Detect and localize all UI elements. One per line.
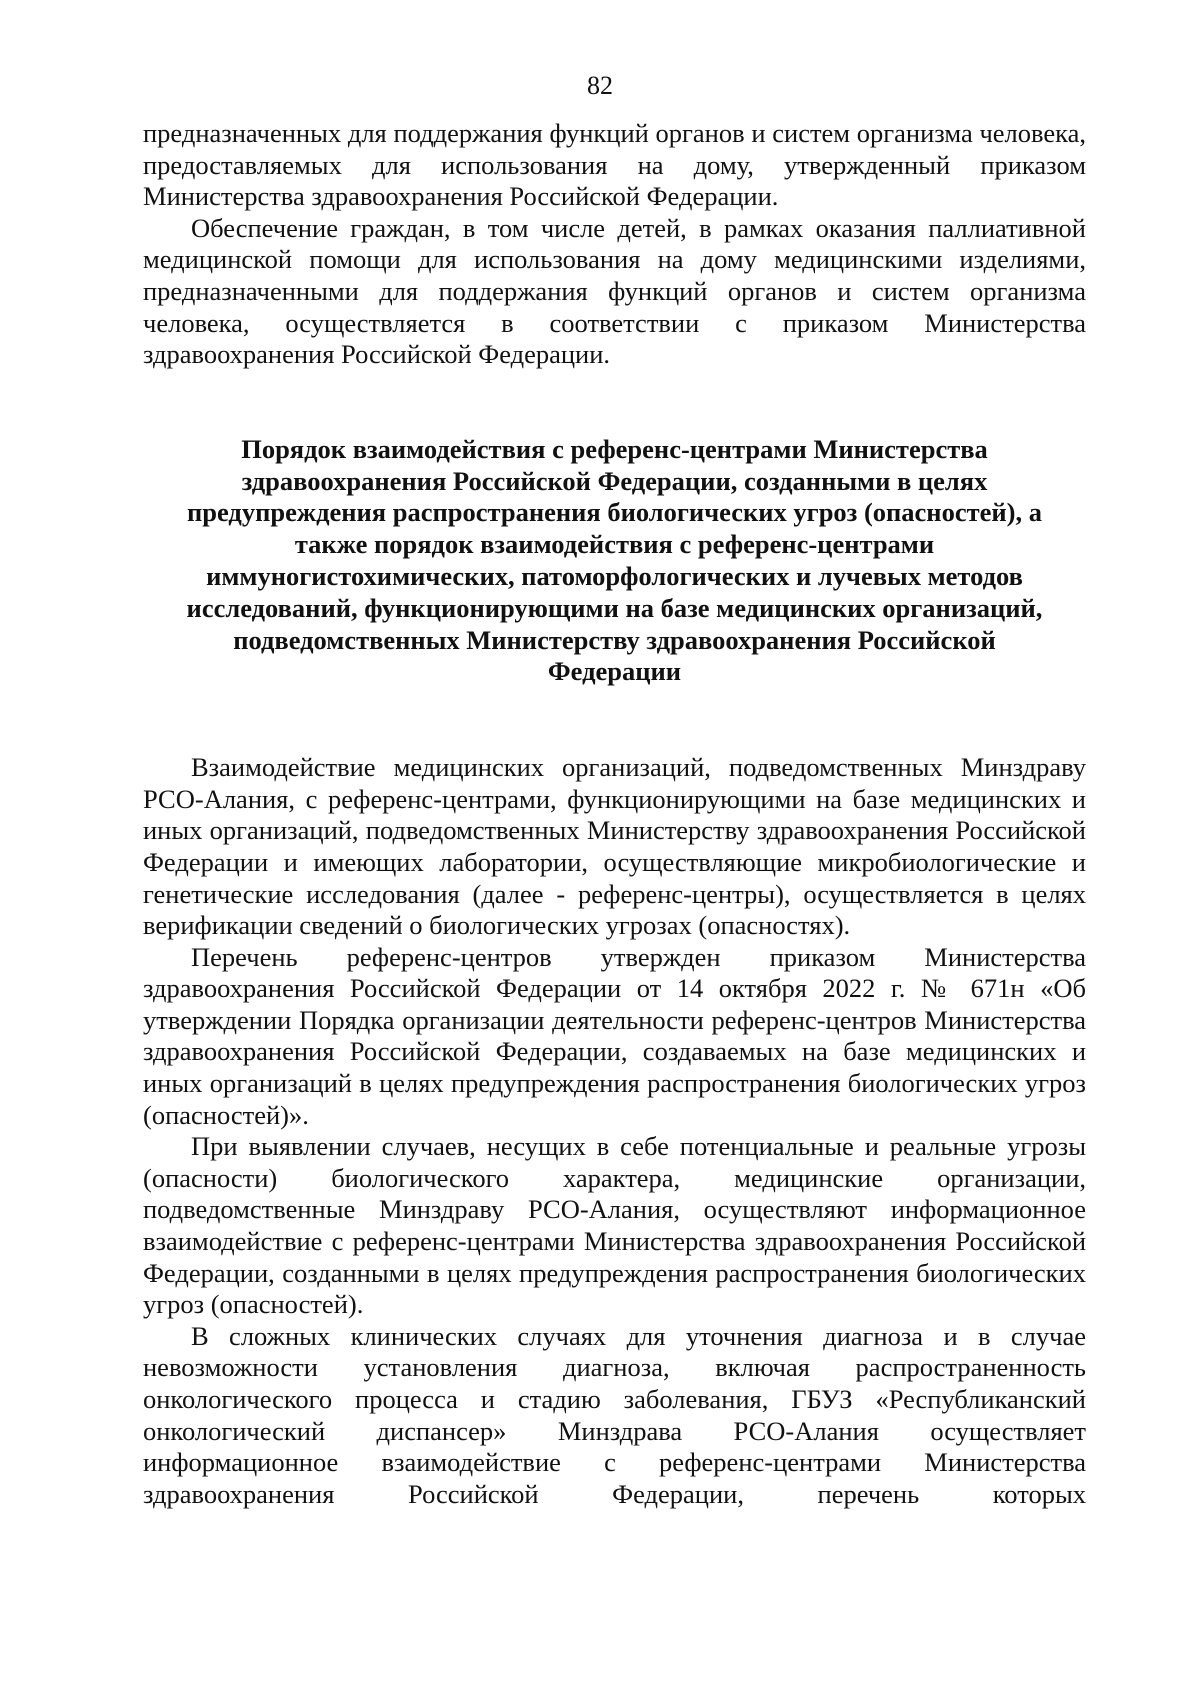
page-content [143, 118, 1086, 1510]
intro-paragraph-palliative: Обеспечение граждан, в том числе детей, в рамках оказания паллиативной медицинской помощи для использования на дому медицинскими изделиями, предназначенными для поддержания функций органов и систем организма человека, осуществляется в соответствии с приказом Министерства здравоохранения Российской Федерации. [143, 212, 1086, 370]
section-heading: Порядок взаимодействия с референс-центрами Министерства здравоохранения Российской Федерации, созданными в целях предупреждения распространения биологических угроз (опасностей), а также порядок взаимодействия с референс-центрами иммуногистохимических, патоморфологических и лучевых методов исследований, функционирующими на базе медицинских организаций, подведомственных Министерству здравоохранения Российской Федерации [186, 433, 1043, 687]
body-paragraph-interaction: Взаимодействие медицинских организаций, подведомственных Минздраву РСО-Алания, с референс-центрами, функционирующими на базе медицинских и иных организаций, подведомственных Министерству здравоохранения Российской Федерации и имеющих лаборатории, осуществляющие микробиологические и генетические исследования (далее - референс-центры), осуществляется в целях верификации сведений о биологических угрозах (опасностях). [143, 752, 1086, 941]
body-paragraph-threat-cases: При выявлении случаев, несущих в себе потенциальные и реальные угрозы (опасности) биологического характера, медицинские организации, подведомственные Минздраву РСО-Алания, осуществляют информационное взаимодействие с референс-центрами Министерства здравоохранения Российской Федерации, созданными в целях предупреждения распространения биологических угроз (опасностей). [143, 1131, 1086, 1320]
body-paragraph-oncology: В сложных клинических случаях для уточнения диагноза и в случае невозможности установления диагноза, включая распространенность онкологического процесса и стадию заболевания, ГБУЗ «Республиканский онкологический диспансер» Минздрава РСО-Алания осуществляет информационное взаимодействие с референс-центрами Министерства здравоохранения Российской Федерации, перечень которых [143, 1320, 1086, 1509]
body-paragraph-reference-list: Перечень референс-центров утвержден приказом Министерства здравоохранения Российской Федерации от 14 октября 2022 г. № 671н «Об утверждении Порядка организации деятельности референс-центров Министерства здравоохранения Российской Федерации, создаваемых на базе медицинских и иных организаций в целях предупреждения распространения биологических угроз (опасностей)». [143, 941, 1086, 1130]
page-number: 82 [587, 71, 613, 100]
intro-paragraph-continuation: предназначенных для поддержания функций органов и систем организма человека, предоставляемых для использования на дому, утвержденный приказом Министерства здравоохранения Российской Федерации. [143, 118, 1086, 212]
spacer [143, 688, 1086, 752]
